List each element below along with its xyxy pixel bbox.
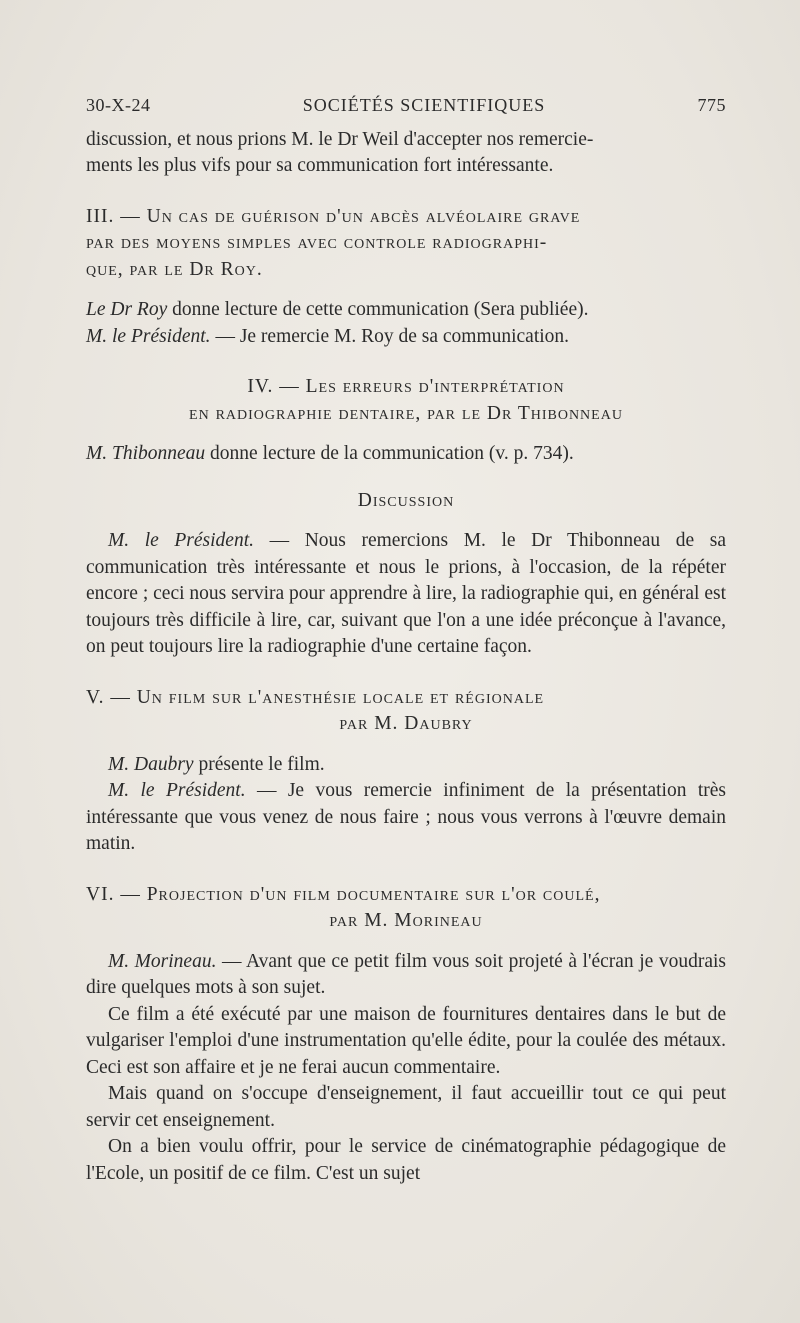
section4-title-line-2: en radiographie dentaire, par le Dr Thibonneau — [189, 402, 623, 424]
section5-title-line-2: par M. Daubry — [339, 713, 473, 734]
section3-paragraph-2 — [86, 324, 726, 351]
discussion-heading: Discussion — [357, 489, 455, 511]
section4-paragraph-1 — [86, 441, 726, 468]
page-number: 775 — [697, 95, 726, 115]
running-head — [86, 92, 726, 119]
speaker-name: M. le Président. — [108, 780, 246, 801]
section5-title-line-1: V. — Un film sur l'anesthésie locale et régionale — [86, 686, 545, 708]
paragraph-text: donne lecture de la communication (v. p. 734). — [205, 443, 574, 464]
section6-paragraph-3: Mais quand on s'occupe d'enseignement, il faut accueillir tout ce qui peut servir cet enseignement. — [86, 1083, 726, 1131]
intro-line-2: ments les plus vifs pour sa communication fort intéressante. — [86, 155, 554, 176]
paragraph-text: — Avant que ce petit film vous soit projeté à l'écran je voudrais dire quelques mots à son sujet. — [86, 950, 726, 998]
speaker-name: M. le Président. — [86, 325, 211, 347]
speaker-name: M. Morineau. — [108, 950, 217, 972]
section3-title-line-2: par des moyens simples avec controle radiographi- — [86, 232, 548, 253]
page-text-block — [86, 92, 726, 1187]
speaker-name: M. Daubry — [108, 753, 194, 775]
section4-title-line-1: IV. — Les erreurs d'interprétation — [247, 376, 565, 397]
section3-title-line-1: III. — Un cas de guérison d'un abcès alvéolaire grave — [86, 205, 581, 227]
section6-paragraph-1 — [86, 949, 726, 1002]
header-date: 30-X-24 — [86, 95, 151, 115]
speaker-name: M. Thibonneau — [86, 443, 206, 464]
paragraph-text: — Nous remercions M. le Dr Thibonneau de sa communication très intéressante et nous le prions, à l'occasion, de la répéter encore ; ceci nous servira pour apprendre à lire, la radiographie qui, en général est toujours très difficile à lire, car, suivant que l'on a une idée préconçue à l'avance, on peut toujours lire la radiographie d'une certaine façon. — [86, 530, 726, 657]
paragraph-text: — Je remercie M. Roy de sa communication. — [210, 325, 570, 347]
section6-title-line-2: par M. Morineau — [329, 910, 483, 931]
section3-title-line-3: que, par le Dr Roy. — [86, 258, 263, 280]
section6-paragraph-2: Ce film a été exécuté par une maison de fournitures dentaires dans le but de vulgariser l'emploi d'une instrumentation qu'elle édite, pour la coulée des métaux. Ceci est son affaire et je ne ferai aucun commentaire. — [86, 1003, 726, 1078]
paragraph-text: donne lecture de cette communication (Sera publiée). — [167, 299, 589, 320]
paragraph-text: — Je vous remercie infiniment de la présentation très intéressante que vous venez de nous faire ; nous vous verrons à l'œuvre demain matin. — [86, 780, 726, 854]
speaker-name: M. le Président. — [108, 530, 254, 551]
section3-paragraph-1 — [86, 297, 726, 324]
intro-line-1: discussion, et nous prions M. le Dr Weil d'accepter nos remercie- — [86, 128, 594, 150]
paragraph-text: présente le film. — [193, 753, 325, 775]
section5-paragraph-2 — [86, 778, 726, 858]
section5-paragraph-1 — [86, 752, 726, 779]
header-title: SOCIÉTÉS SCIENTIFIQUES — [302, 95, 546, 115]
speaker-name: Le Dr Roy — [86, 299, 168, 320]
section4-paragraph-2 — [86, 528, 726, 661]
section6-paragraph-4: On a bien voulu offrir, pour le service de cinématographie pédagogique de l'Ecole, un positif de ce film. C'est un sujet — [86, 1136, 726, 1184]
section6-title-line-1: VI. — Projection d'un film documentaire sur l'or coulé, — [86, 883, 601, 905]
